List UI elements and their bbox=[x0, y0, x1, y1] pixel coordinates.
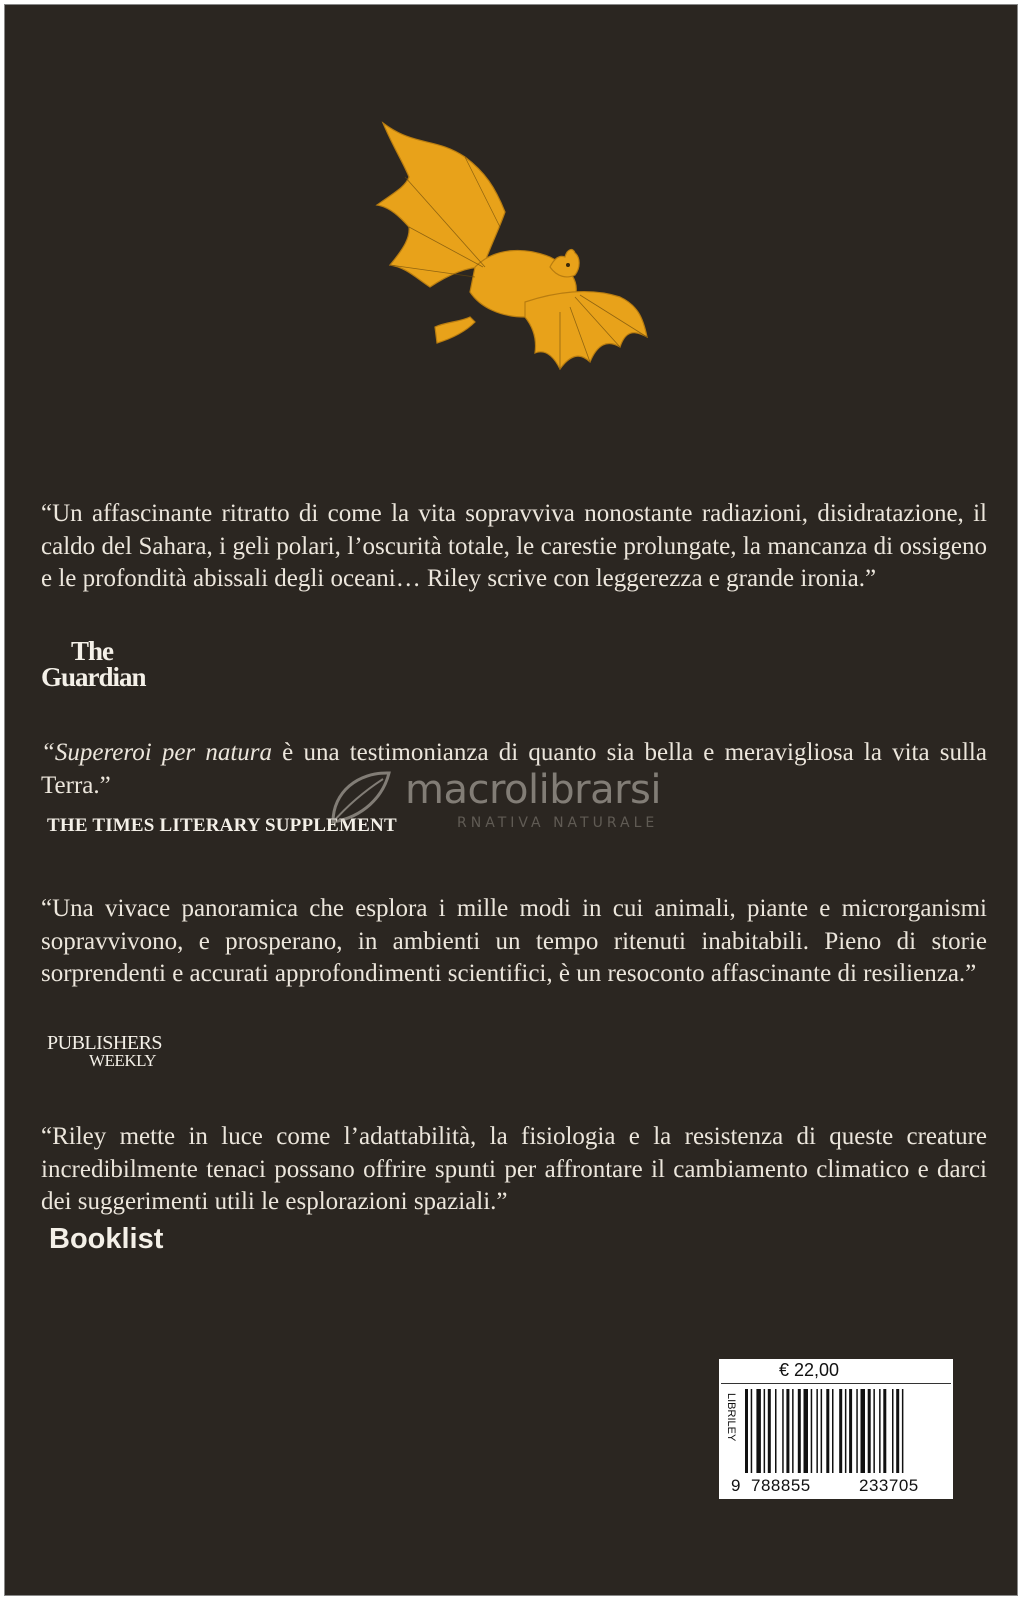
watermark-text: macrolibrarsi bbox=[405, 767, 661, 813]
source-booklist: Booklist bbox=[49, 1223, 164, 1255]
source-the-guardian-logo: The Guardian bbox=[41, 636, 146, 692]
price-label: € 22,00 bbox=[779, 1360, 840, 1380]
quote-guardian: “Un affascinante ritratto di come la vita sopravviva nonostante radiazioni, disidratazione, il caldo del Sahara, i geli polari, l’oscurità totale, le carestie prolungate, la mancanza di ossigeno e le profondità abissali degli oceani… Riley scrive con leggerezza e grande ironia.” bbox=[41, 500, 987, 592]
book-title-italic: “Supereroi per natura bbox=[41, 739, 272, 766]
book-back-cover bbox=[4, 4, 1018, 1596]
divider bbox=[721, 1383, 951, 1384]
barcode-digits-left: 788855 bbox=[751, 1476, 811, 1495]
bat-illustration bbox=[375, 117, 655, 382]
leaf-logo-icon bbox=[323, 767, 393, 827]
barcode-label bbox=[719, 1359, 953, 1499]
barcode-digits-right: 233705 bbox=[859, 1476, 919, 1495]
quote-publishers-weekly: “Una vivace panoramica che esplora i mille modi in cui animali, piante e microrganismi sopravvivono, e prosperano, in ambienti un tempo ritenuti inabitabili. Pieno di storie sorprendenti e accurati approfondimenti scientifici, è un resoconto affascinante di resilienza.” bbox=[41, 895, 987, 987]
watermark-subtitle: RNATIVA NATURALE bbox=[457, 815, 659, 831]
source-publishers-weekly-logo: PUBLISHERS WEEKLY bbox=[47, 1032, 163, 1070]
quote-booklist: “Riley mette in luce come l’adattabilità, la fisiologia e la resistenza di queste creature incredibilmente tenaci possano offrire spunti per affrontare il cambiamento climatico e darci dei suggerimenti utili le esplorazioni spaziali.” bbox=[41, 1123, 987, 1215]
watermark bbox=[323, 767, 713, 837]
source-times-literary-supplement: THE TIMES LITERARY SUPPLEMENT bbox=[47, 815, 397, 836]
barcode-digit-first: 9 bbox=[731, 1476, 741, 1495]
quote-tls-text: è una testimonianza di quanto sia bella e meravigliosa la vita sulla Terra.” bbox=[41, 739, 987, 799]
barcode-vertical-code: LIBRILEY bbox=[725, 1393, 737, 1442]
barcode-bars bbox=[743, 1389, 945, 1479]
